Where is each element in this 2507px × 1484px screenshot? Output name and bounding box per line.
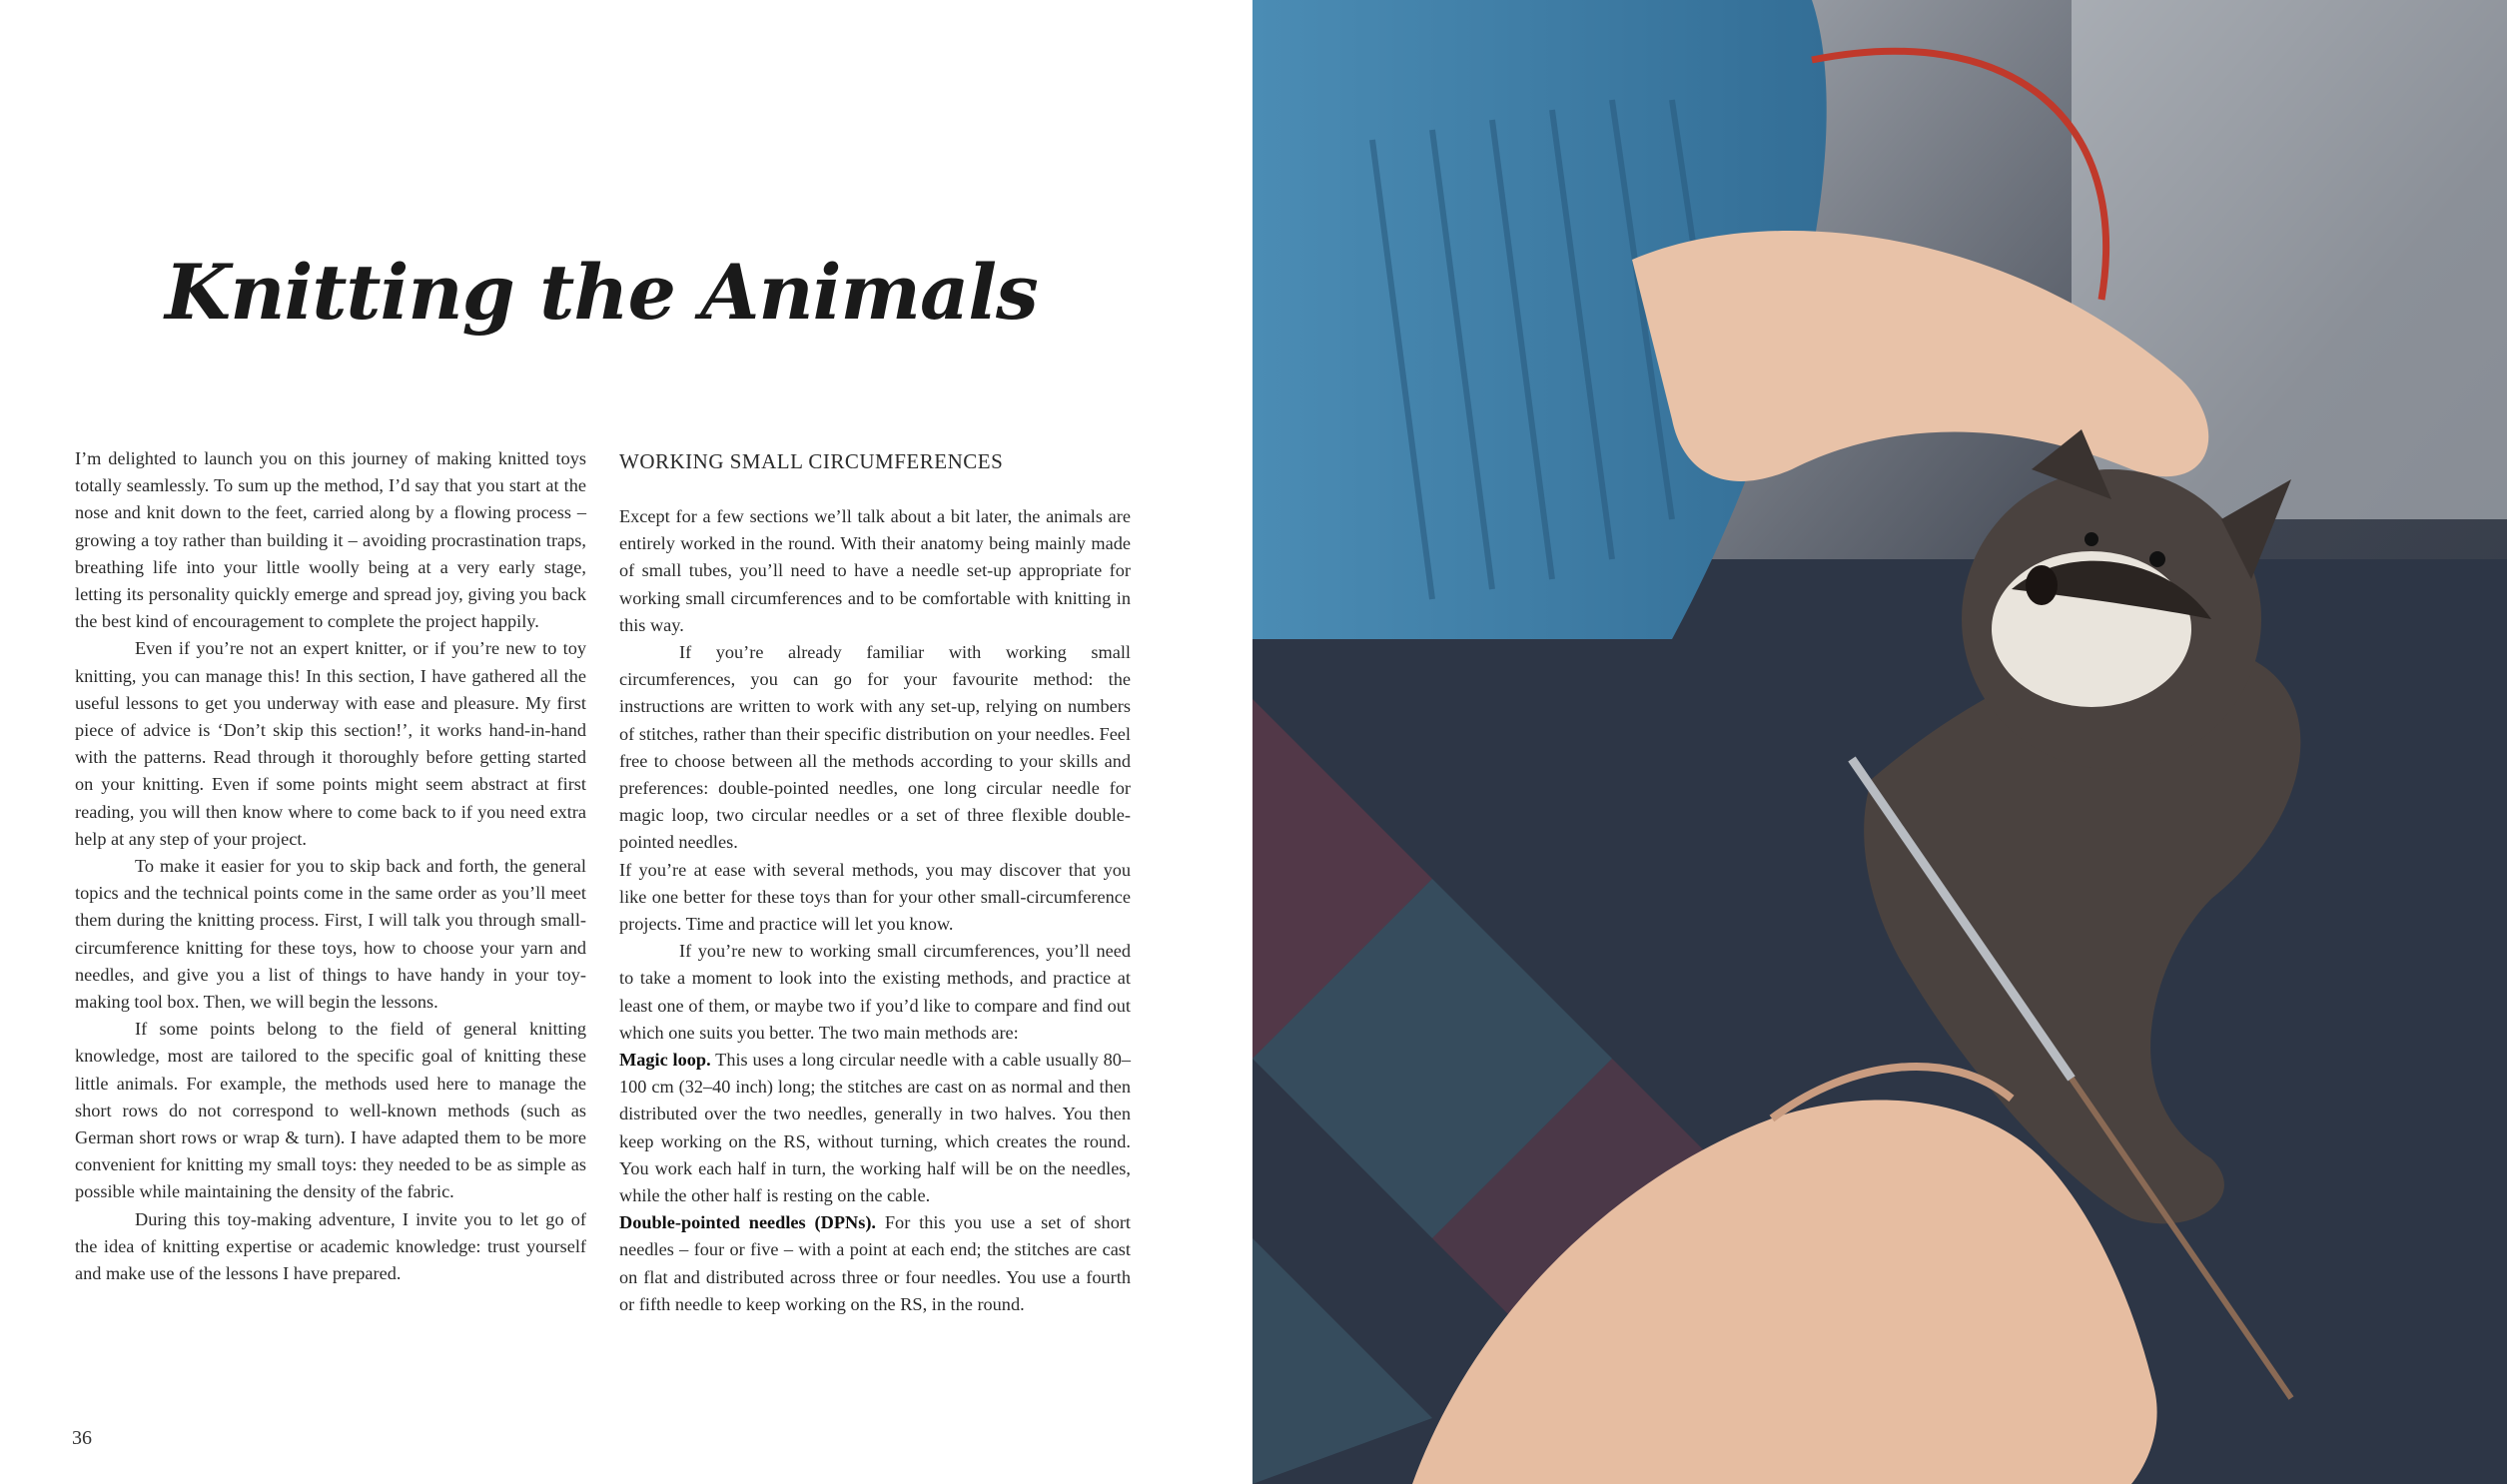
knitting-photo <box>1253 0 2507 1484</box>
left-page <box>0 0 1253 1484</box>
paragraph: To make it easier for you to skip back and forth, the general topics and the technical points come in the same order as you’ll meet them during the knitting process. First, I will talk you through small-circumference knitting for these toys, how to choose your yarn and needles, and give you a list of things to have handy in your toy-making tool box. Then, we will begin the lessons. <box>75 856 586 1013</box>
paragraph: If some points belong to the field of general knitting knowledge, most are tailored to the specific goal of knitting these little animals. For example, the methods used here to manage the short rows do not correspond to well-known methods (such as German short rows or wrap & turn). I have adapted them to be more convenient for knitting my small toys: they needed to be as simple as possible while maintaining the density of the fabric. <box>75 1019 586 1202</box>
paragraph: If you’re already familiar with working small circumferences, you can go for your favourite method: the instructions are written to work with any set-up, relying on numbers of stitches, rather than their specific distribution on your needles. Feel free to choose between all the methods according to your skills and preferences: double-pointed needles, one long circular needle for magic loop, two circular needles or a set of three flexible double-pointed needles. <box>619 642 1131 853</box>
left-column <box>75 445 586 1287</box>
paragraph: If you’re new to working small circumferences, you’ll need to take a moment to look into the existing methods, and practice at least one of them, or maybe two if you’d like to compare and find out which one suits you better. The two main methods are: <box>619 941 1131 1043</box>
paragraph: Double-pointed needles (DPNs). For this you use a set of short needles – four or five – with a point at each end; the stitches are cast on flat and distributed across three or four needles. You use a fourth or fifth needle to keep working on the RS, in the round. <box>619 1212 1131 1314</box>
term-label: Double-pointed needles (DPNs). <box>619 1212 876 1233</box>
paragraph: If you’re at ease with several methods, you may discover that you like one better for these toys than for your other small-circumference projects. Time and practice will let you know. <box>619 859 1131 935</box>
paragraph: Except for a few sections we’ll talk about a bit later, the animals are entirely worked in the round. With their anatomy being mainly made of small tubes, you’ll need to have a needle set-up appropriate for working small circumferences and to be comfortable with knitting in this way. <box>619 506 1131 635</box>
knitting-photo-illustration <box>1253 0 2507 1484</box>
toy-nose <box>2026 565 2058 605</box>
section-heading: WORKING SMALL CIRCUMFERENCES <box>619 449 1004 473</box>
paragraph: Magic loop. This uses a long circular needle with a cable usually 80–100 cm (32–40 inch) long; the stitches are cast on as normal and then distributed over the two needles, generally in two halves. You then keep working on the RS, without turning, which creates the round. You work each half in turn, the working half will be on the needles, while the other half is resting on the cable. <box>619 1050 1131 1206</box>
term-label: Magic loop. <box>619 1050 711 1071</box>
page-number: 36 <box>72 1427 92 1449</box>
right-column <box>619 503 1131 1318</box>
paragraph: I’m delighted to launch you on this journey of making knitted toys totally seamlessly. To sum up the method, I’d say that you start at the nose and knit down to the feet, carried along by a flowing process – growing a toy rather than building it – avoiding procrastination traps, breathing life into your little woolly being at a very early stage, letting its personality quickly emerge and spread joy, giving you back the best kind of encouragement to complete the project happily. <box>75 448 586 632</box>
paragraph: Even if you’re not an expert knitter, or if you’re new to toy knitting, you can manage this! In this section, I have gathered all the useful lessons to get you underway with ease and pleasure. My first piece of advice is ‘Don’t skip this section!’, it works hand-in-hand with the patterns. Read through it thoroughly before getting started on your knitting. Even if some points might seem abstract at first reading, you will then know where to come back to if you need extra help at any step of your project. <box>75 638 586 849</box>
page-title: Knitting the Animals <box>165 248 1038 337</box>
paragraph: During this toy-making adventure, I invite you to let go of the idea of knitting expertise or academic knowledge: trust yourself and make use of the lessons I have prepared. <box>75 1208 586 1284</box>
